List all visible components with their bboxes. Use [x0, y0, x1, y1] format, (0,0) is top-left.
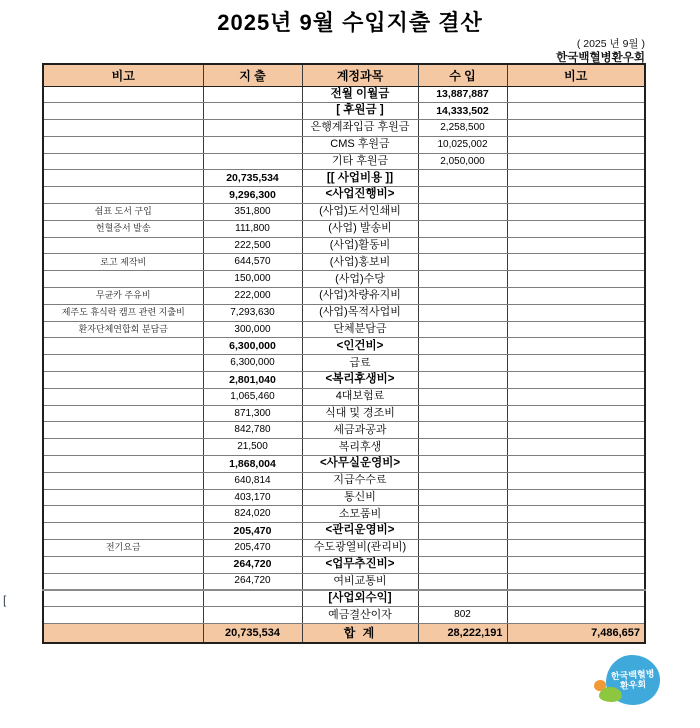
cell-note-right: [507, 120, 645, 137]
cell-account: 은행계좌입금 후원금: [302, 120, 418, 137]
cell-account: (사업)도서인쇄비: [302, 204, 418, 221]
cell-income: 14,333,502: [418, 103, 507, 120]
table-row: [43, 338, 645, 355]
cell-expense: 824,020: [203, 506, 302, 523]
cell-note-left: 제주도 휴식락 캠프 관련 지출비: [43, 304, 203, 321]
table-row: [43, 136, 645, 153]
table-row: [43, 304, 645, 321]
cell-income: [418, 439, 507, 456]
cell-account: 4대보험료: [302, 388, 418, 405]
cell-note-left: [43, 271, 203, 288]
cell-note-left: [43, 556, 203, 573]
table-row: [43, 220, 645, 237]
cell-income: [418, 355, 507, 372]
cell-note-left: [43, 472, 203, 489]
cell-income: 2,258,500: [418, 120, 507, 137]
table-row: [43, 422, 645, 439]
cell-expense: 150,000: [203, 271, 302, 288]
cell-note-left: [43, 355, 203, 372]
cell-income: [418, 220, 507, 237]
cell-income: 2,050,000: [418, 153, 507, 170]
cell-expense: [203, 136, 302, 153]
cell-account: 세금과공과: [302, 422, 418, 439]
cell-account: CMS 후원금: [302, 136, 418, 153]
table-row: [43, 86, 645, 103]
cell-note-right: [507, 573, 645, 590]
cell-expense: 644,570: [203, 254, 302, 271]
cell-income: [418, 271, 507, 288]
cell-expense: [203, 103, 302, 120]
cell-note-right: [507, 388, 645, 405]
cell-expense: 2,801,040: [203, 372, 302, 389]
cell-account: <업무추진비>: [302, 556, 418, 573]
cell-account: 예금결산이자: [302, 607, 418, 624]
cell-income: [418, 489, 507, 506]
table-row: [43, 288, 645, 305]
cell-account: 급료: [302, 355, 418, 372]
cell-account: 기타 후원금: [302, 153, 418, 170]
cell-note-left: [43, 136, 203, 153]
table-row: [43, 472, 645, 489]
table-row: [43, 590, 645, 607]
margin-note: [: [3, 593, 7, 607]
table-row: [43, 573, 645, 590]
cell-income: [418, 372, 507, 389]
cell-note-left: 로고 제작비: [43, 254, 203, 271]
table-row: [43, 607, 645, 624]
page-title: 2025년 9월 수입지출 결산: [217, 10, 483, 35]
cell-note-right: [507, 456, 645, 473]
cell-note-left: 무균카 주유비: [43, 288, 203, 305]
cell-income: 802: [418, 607, 507, 624]
cell-note-right: [507, 304, 645, 321]
period-note: ( 2025 년 9월 ): [576, 38, 645, 50]
cell-income: [418, 237, 507, 254]
cell-note-right: [507, 439, 645, 456]
cell-note-right: [507, 372, 645, 389]
cell-note-right: [507, 590, 645, 607]
table-row: [43, 321, 645, 338]
cell-note-left: 헌혈증서 발송: [43, 220, 203, 237]
cell-income: [418, 456, 507, 473]
table-row: [43, 489, 645, 506]
cell-income: [418, 187, 507, 204]
table-row: [43, 523, 645, 540]
logo-green-dot: [599, 687, 622, 702]
cell-note-right: [507, 86, 645, 103]
cell-note-left: [43, 187, 203, 204]
cell-note-right: [507, 405, 645, 422]
cell-income: [418, 556, 507, 573]
cell-account: <관리운영비>: [302, 523, 418, 540]
cell-note-left: [43, 153, 203, 170]
cell-note-right: [507, 153, 645, 170]
column-header-1: 지 출: [203, 64, 302, 86]
cell-account: (사업)홍보비: [302, 254, 418, 271]
cell-note-left: [43, 86, 203, 103]
total-expense: 20,735,534: [203, 624, 302, 643]
cell-note-right: [507, 103, 645, 120]
cell-note-left: [43, 506, 203, 523]
column-header-4: 비고: [507, 64, 645, 86]
column-header-2: 계정과목: [302, 64, 418, 86]
cell-note-left: [43, 439, 203, 456]
table-header-row: [43, 64, 645, 86]
cell-note-left: [43, 405, 203, 422]
cell-account: 단체분담금: [302, 321, 418, 338]
cell-expense: [203, 590, 302, 607]
total-income: 28,222,191: [418, 624, 507, 643]
cell-note-left: [43, 237, 203, 254]
cell-expense: 403,170: [203, 489, 302, 506]
cell-account: 식대 및 경조비: [302, 405, 418, 422]
cell-expense: 264,720: [203, 556, 302, 573]
total-label: 합 계: [302, 624, 418, 643]
table-row: [43, 540, 645, 557]
cell-expense: 111,800: [203, 220, 302, 237]
cell-note-right: [507, 607, 645, 624]
cell-income: [418, 254, 507, 271]
cell-note-right: [507, 204, 645, 221]
cell-expense: 9,296,300: [203, 187, 302, 204]
cell-note-right: [507, 136, 645, 153]
cell-note-left: [43, 388, 203, 405]
cell-income: [418, 590, 507, 607]
logo-text-line1: 한국백혈병: [610, 668, 656, 682]
cell-income: [418, 304, 507, 321]
cell-income: [418, 472, 507, 489]
cell-account: 지급수수료: [302, 472, 418, 489]
cell-income: [418, 540, 507, 557]
total-note-left: [43, 624, 203, 643]
cell-note-left: [43, 103, 203, 120]
cell-note-left: [43, 372, 203, 389]
cell-account: <복리후생비>: [302, 372, 418, 389]
cell-note-left: 환자단체연합회 분담금: [43, 321, 203, 338]
cell-income: [418, 288, 507, 305]
cell-account: <인건비>: [302, 338, 418, 355]
table-row: [43, 153, 645, 170]
column-header-3: 수 입: [418, 64, 507, 86]
ledger-body: [43, 86, 645, 624]
cell-account: [ 후원금 ]: [302, 103, 418, 120]
logo-text-line2: 환우회: [619, 679, 647, 691]
cell-account: 복리후생: [302, 439, 418, 456]
cell-note-left: [43, 422, 203, 439]
cell-note-right: [507, 237, 645, 254]
cell-expense: 871,300: [203, 405, 302, 422]
cell-income: [418, 338, 507, 355]
table-row: [43, 506, 645, 523]
cell-expense: 205,470: [203, 523, 302, 540]
cell-note-right: [507, 472, 645, 489]
table-row: [43, 254, 645, 271]
cell-note-right: [507, 523, 645, 540]
cell-income: [418, 204, 507, 221]
cell-account: <사업진행비>: [302, 187, 418, 204]
cell-note-left: [43, 456, 203, 473]
cell-account: 소모품비: [302, 506, 418, 523]
cell-expense: 6,300,000: [203, 338, 302, 355]
table-row: [43, 204, 645, 221]
cell-note-left: 전기요금: [43, 540, 203, 557]
cell-account: 전월 이월금: [302, 86, 418, 103]
cell-expense: 842,780: [203, 422, 302, 439]
cell-expense: 20,735,534: [203, 170, 302, 187]
cell-note-right: [507, 506, 645, 523]
cell-note-right: [507, 321, 645, 338]
cell-account: 여비교통비: [302, 573, 418, 590]
cell-note-right: [507, 355, 645, 372]
cell-income: [418, 405, 507, 422]
cell-note-left: [43, 170, 203, 187]
cell-expense: 640,814: [203, 472, 302, 489]
cell-account: 통신비: [302, 489, 418, 506]
table-row: [43, 556, 645, 573]
organization-logo: [590, 653, 665, 715]
cell-income: [418, 422, 507, 439]
column-header-0: 비고: [43, 64, 203, 86]
total-row: [43, 624, 645, 643]
cell-expense: 1,868,004: [203, 456, 302, 473]
table-row: [43, 456, 645, 473]
table-row: [43, 439, 645, 456]
cell-expense: 222,500: [203, 237, 302, 254]
table-row: [43, 372, 645, 389]
table-row: [43, 187, 645, 204]
cell-income: [418, 388, 507, 405]
cell-expense: [203, 86, 302, 103]
cell-note-right: [507, 220, 645, 237]
cell-account: (사업)목적사업비: [302, 304, 418, 321]
cell-income: [418, 170, 507, 187]
table-row: [43, 388, 645, 405]
cell-expense: 1,065,460: [203, 388, 302, 405]
table-row: [43, 170, 645, 187]
cell-note-right: [507, 187, 645, 204]
cell-account: (사업) 발송비: [302, 220, 418, 237]
cell-note-right: [507, 288, 645, 305]
cell-income: [418, 523, 507, 540]
cell-note-right: [507, 170, 645, 187]
total-note-right: 7,486,657: [507, 624, 645, 643]
cell-income: [418, 573, 507, 590]
cell-expense: [203, 120, 302, 137]
cell-income: 10,025,002: [418, 136, 507, 153]
cell-note-right: [507, 338, 645, 355]
cell-expense: 222,000: [203, 288, 302, 305]
cell-note-left: [43, 607, 203, 624]
cell-note-right: [507, 271, 645, 288]
table-row: [43, 103, 645, 120]
cell-expense: 351,800: [203, 204, 302, 221]
cell-account: (사업)활동비: [302, 237, 418, 254]
cell-note-left: [43, 489, 203, 506]
cell-income: 13,887,887: [418, 86, 507, 103]
cell-income: [418, 321, 507, 338]
cell-note-left: [43, 523, 203, 540]
cell-expense: 205,470: [203, 540, 302, 557]
cell-expense: 21,500: [203, 439, 302, 456]
cell-note-left: 쉼표 도서 구입: [43, 204, 203, 221]
table-row: [43, 271, 645, 288]
cell-note-left: [43, 120, 203, 137]
cell-note-right: [507, 540, 645, 557]
cell-note-right: [507, 489, 645, 506]
cell-note-right: [507, 556, 645, 573]
cell-income: [418, 506, 507, 523]
cell-account: (사업)수당: [302, 271, 418, 288]
cell-note-right: [507, 254, 645, 271]
organization-name: 한국백혈병환우회: [556, 52, 645, 64]
cell-note-left: [43, 573, 203, 590]
table-row: [43, 355, 645, 372]
cell-expense: [203, 607, 302, 624]
cell-account: 수도광열비(관리비): [302, 540, 418, 557]
cell-note-right: [507, 422, 645, 439]
cell-expense: [203, 153, 302, 170]
cell-note-left: [43, 590, 203, 607]
cell-expense: 7,293,630: [203, 304, 302, 321]
cell-account: [[ 사업비용 ]]: [302, 170, 418, 187]
cell-expense: 6,300,000: [203, 355, 302, 372]
cell-account: <사무실운영비>: [302, 456, 418, 473]
cell-account: (사업)차량유지비: [302, 288, 418, 305]
cell-note-left: [43, 338, 203, 355]
cell-expense: 300,000: [203, 321, 302, 338]
cell-expense: 264,720: [203, 573, 302, 590]
table-row: [43, 405, 645, 422]
income-expense-table: [42, 63, 646, 644]
cell-account: [사업외수익]: [302, 590, 418, 607]
table-row: [43, 237, 645, 254]
table-row: [43, 120, 645, 137]
